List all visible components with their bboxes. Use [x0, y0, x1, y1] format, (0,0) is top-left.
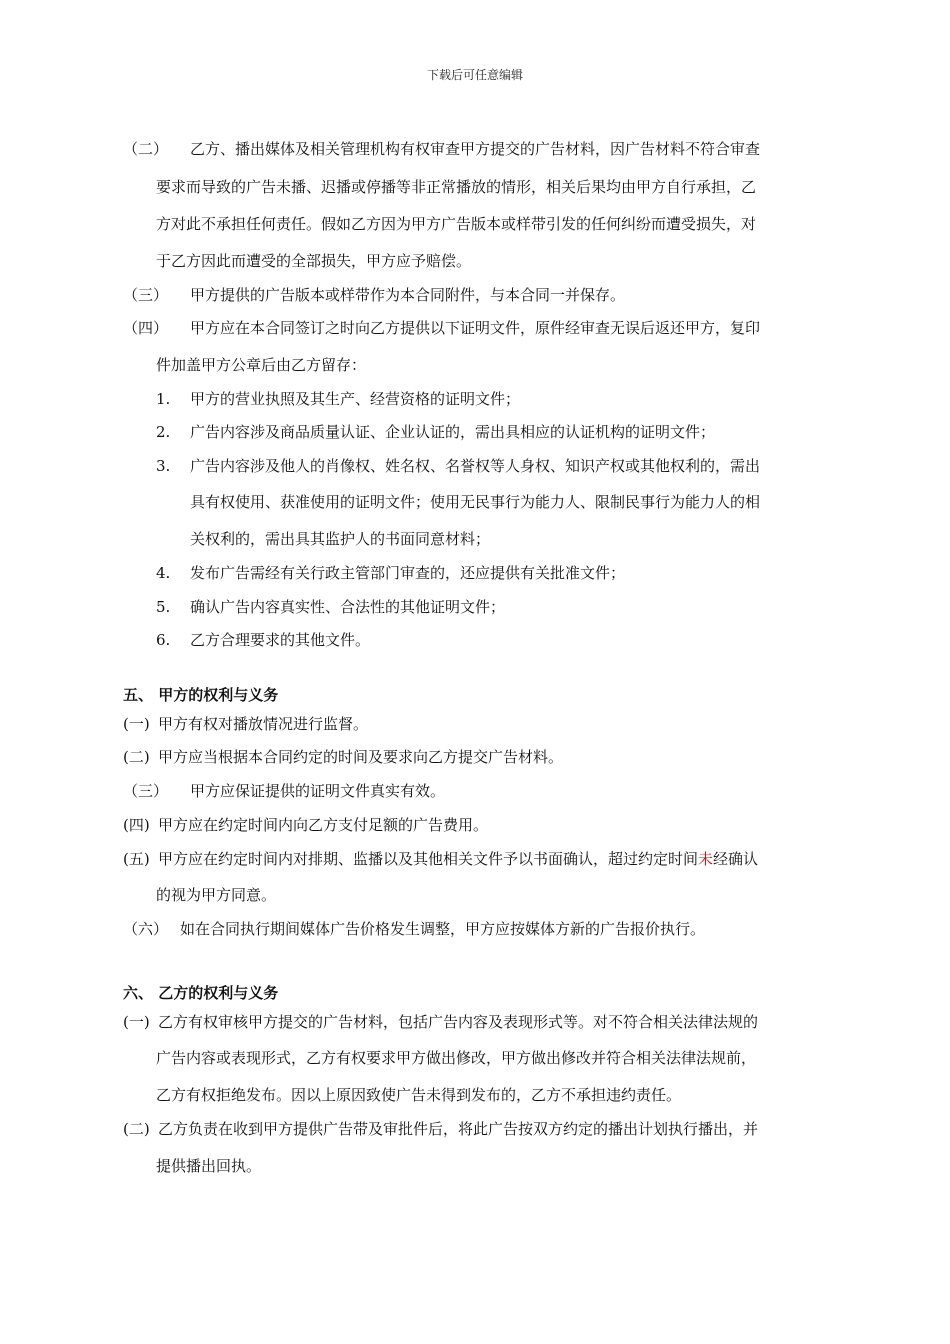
paragraph-line: 方对此不承担任何责任。假如乙方因为甲方广告版本或样带引发的任何纠纷而遭受损失，对 — [156, 215, 757, 233]
highlighted-text: 未 — [698, 850, 714, 868]
list-item: 发布广告需经有关行政主管部门审查的，还应提供有关批准文件； — [190, 564, 626, 582]
list-number: 1. — [156, 390, 171, 408]
item-label: （六） — [123, 920, 169, 938]
list-item: 甲方的营业执照及其生产、经营资格的证明文件； — [190, 390, 521, 408]
paragraph-line: 甲方应在本合同签订之时向乙方提供以下证明文件，原件经审查无误后返还甲方，复印 — [190, 319, 761, 337]
paragraph-line: 甲方有权对播放情况进行监督。 — [158, 715, 369, 733]
text-run: 经确认 — [713, 850, 759, 868]
item-label: (四) — [123, 816, 150, 834]
list-item: 乙方合理要求的其他文件。 — [190, 631, 371, 649]
paragraph-line: 甲方应保证提供的证明文件真实有效。 — [190, 782, 446, 800]
item-label: （四） — [123, 319, 169, 337]
paragraph-line: 乙方负责在收到甲方提供广告带及审批件后，将此广告按双方约定的播出计划执行播出，并 — [158, 1120, 759, 1138]
text-run: 甲方应在约定时间内对排期、监播以及其他相关文件予以书面确认，超过约定时间 — [158, 850, 699, 868]
list-number: 4. — [156, 564, 171, 582]
list-item: 广告内容涉及商品质量认证、企业认证的，需出具相应的认证机构的证明文件； — [190, 423, 716, 441]
paragraph-line: 广告内容或表现形式，乙方有权要求甲方做出修改，甲方做出修改并符合相关法律法规前， — [156, 1049, 757, 1067]
item-label: （二） — [123, 140, 169, 158]
list-number: 6. — [156, 631, 171, 649]
list-item: 确认广告内容真实性、合法性的其他证明文件； — [190, 598, 506, 616]
list-item: 关权利的，需出具其监护人的书面同意材料； — [190, 530, 491, 548]
paragraph-line: 要求而导致的广告未播、迟播或停播等非正常播放的情形，相关后果均由甲方自行承担，乙 — [156, 178, 757, 196]
paragraph-line: 乙方有权审核甲方提交的广告材料，包括广告内容及表现形式等。对不符合相关法律法规的 — [158, 1013, 759, 1031]
paragraph-line: 甲方提供的广告版本或样带作为本合同附件，与本合同一并保存。 — [190, 286, 626, 304]
paragraph-line: 件加盖甲方公章后由乙方留存： — [156, 356, 367, 374]
paragraph-line: 于乙方因此而遭受的全部损失，甲方应予赔偿。 — [156, 252, 472, 270]
item-label: (一) — [123, 1013, 150, 1031]
paragraph-line: 的视为甲方同意。 — [156, 886, 277, 904]
paragraph-line — [158, 849, 758, 869]
paragraph-line: 乙方、播出媒体及相关管理机构有权审查甲方提交的广告材料，因广告材料不符合审查 — [190, 140, 761, 158]
list-item: 广告内容涉及他人的肖像权、姓名权、名誉权等人身权、知识产权或其他权利的，需出 — [190, 457, 761, 475]
section-heading: 六、 乙方的权利与义务 — [123, 984, 279, 1002]
paragraph-line: 提供播出回执。 — [156, 1157, 262, 1175]
item-label: (二) — [123, 1120, 150, 1138]
section-heading: 五、 甲方的权利与义务 — [123, 686, 279, 704]
item-label: (一) — [123, 715, 150, 733]
item-label: (五) — [123, 850, 150, 868]
item-label: （三） — [123, 782, 169, 800]
paragraph-line: 甲方应在约定时间内向乙方支付足额的广告费用。 — [158, 816, 489, 834]
paragraph-line: 乙方有权拒绝发布。因以上原因致使广告未得到发布的，乙方不承担违约责任。 — [156, 1086, 682, 1104]
item-label: (二) — [123, 748, 150, 766]
paragraph-line: 如在合同执行期间媒体广告价格发生调整，甲方应按媒体方新的广告报价执行。 — [180, 920, 706, 938]
page-header: 下载后可任意编辑 — [426, 68, 523, 82]
list-number: 5. — [156, 598, 171, 616]
list-number: 3. — [156, 457, 171, 475]
list-number: 2. — [156, 423, 171, 441]
list-item: 具有权使用、获准使用的证明文件；使用无民事行为能力人、限制民事行为能力人的相 — [190, 493, 761, 511]
item-label: （三） — [123, 286, 169, 304]
paragraph-line: 甲方应当根据本合同约定的时间及要求向乙方提交广告材料。 — [158, 748, 564, 766]
